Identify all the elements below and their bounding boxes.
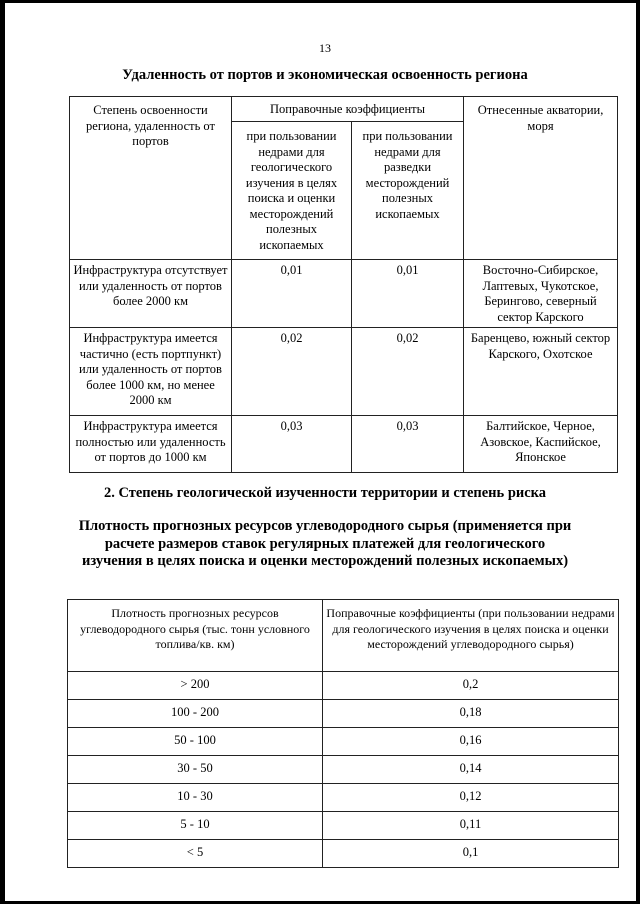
page-number: 13 xyxy=(319,41,331,55)
cell-coef: 0,14 xyxy=(323,756,619,784)
header-correction-coefficients: Поправочные коэффициенты (при пользовании недрами для геологического изучения в целях поиска и оценки месторождений углеводородного сырья) xyxy=(323,600,619,672)
table-row xyxy=(68,756,619,784)
table-header-row xyxy=(70,97,618,122)
table-row xyxy=(68,812,619,840)
cell-density: 30 - 50 xyxy=(68,756,323,784)
table-row xyxy=(70,260,618,328)
cell-density: 100 - 200 xyxy=(68,700,323,728)
section2-subtitle: Плотность прогнозных ресурсов углеводородного сырья (применяется при расчете размеров ставок регулярных платежей для геологического изучения в целях поиска и оценки месторождений полезных ископаемых) xyxy=(78,518,572,569)
cell-seas: Восточно-Сибирское, Лаптевых, Чукотское, Берингово, северный сектор Карского xyxy=(464,260,618,328)
cell-coef: 0,18 xyxy=(323,700,619,728)
table-row xyxy=(70,416,618,473)
header-assigned-seas: Отнесенные акватории, моря xyxy=(464,97,618,260)
cell-coef: 0,16 xyxy=(323,728,619,756)
cell-density: > 200 xyxy=(68,672,323,700)
cell-coef: 0,1 xyxy=(323,840,619,868)
header-correction-coefficients: Поправочные коэффициенты xyxy=(232,97,464,122)
cell-coef-exploration: 0,02 xyxy=(352,328,464,416)
table-row xyxy=(70,328,618,416)
table-row xyxy=(68,700,619,728)
table-row xyxy=(68,728,619,756)
header-coef-exploration: при пользовании недрами для разведки месторождений полезных ископаемых xyxy=(352,122,464,260)
table-row xyxy=(68,672,619,700)
cell-coef-study: 0,02 xyxy=(232,328,352,416)
cell-coef: 0,2 xyxy=(323,672,619,700)
cell-coef-exploration: 0,01 xyxy=(352,260,464,328)
cell-density: 10 - 30 xyxy=(68,784,323,812)
cell-coef-study: 0,03 xyxy=(232,416,352,473)
cell-condition: Инфраструктура отсутствует или удаленность от портов более 2000 км xyxy=(70,260,232,328)
table-row xyxy=(68,840,619,868)
cell-seas: Баренцево, южный сектор Карского, Охотское xyxy=(464,328,618,416)
section2-title: 2. Степень геологической изученности территории и степень риска xyxy=(103,485,547,501)
cell-coef-study: 0,01 xyxy=(232,260,352,328)
cell-condition: Инфраструктура имеется частично (есть портпункт) или удаленность от портов более 1000 км, но менее 2000 км xyxy=(70,328,232,416)
cell-density: 50 - 100 xyxy=(68,728,323,756)
cell-coef-exploration: 0,03 xyxy=(352,416,464,473)
header-resource-density: Плотность прогнозных ресурсов углеводородного сырья (тыс. тонн условного топлива/кв. км) xyxy=(68,600,323,672)
cell-density: < 5 xyxy=(68,840,323,868)
header-coef-study: при пользовании недрами для геологического изучения в целях поиска и оценки месторождений полезных ископаемых xyxy=(232,122,352,260)
cell-condition: Инфраструктура имеется полностью или удаленность от портов до 1000 км xyxy=(70,416,232,473)
section1-title: Удаленность от портов и экономическая освоенность региона xyxy=(122,67,528,83)
cell-coef: 0,12 xyxy=(323,784,619,812)
cell-seas: Балтийское, Черное, Азовское, Каспийское, Японское xyxy=(464,416,618,473)
table-row xyxy=(68,784,619,812)
header-development-degree: Степень освоенности региона, удаленность от портов xyxy=(70,97,232,260)
resource-density-table xyxy=(67,599,619,868)
port-distance-table xyxy=(69,96,618,473)
cell-coef: 0,11 xyxy=(323,812,619,840)
table-header-row xyxy=(68,600,619,672)
cell-density: 5 - 10 xyxy=(68,812,323,840)
